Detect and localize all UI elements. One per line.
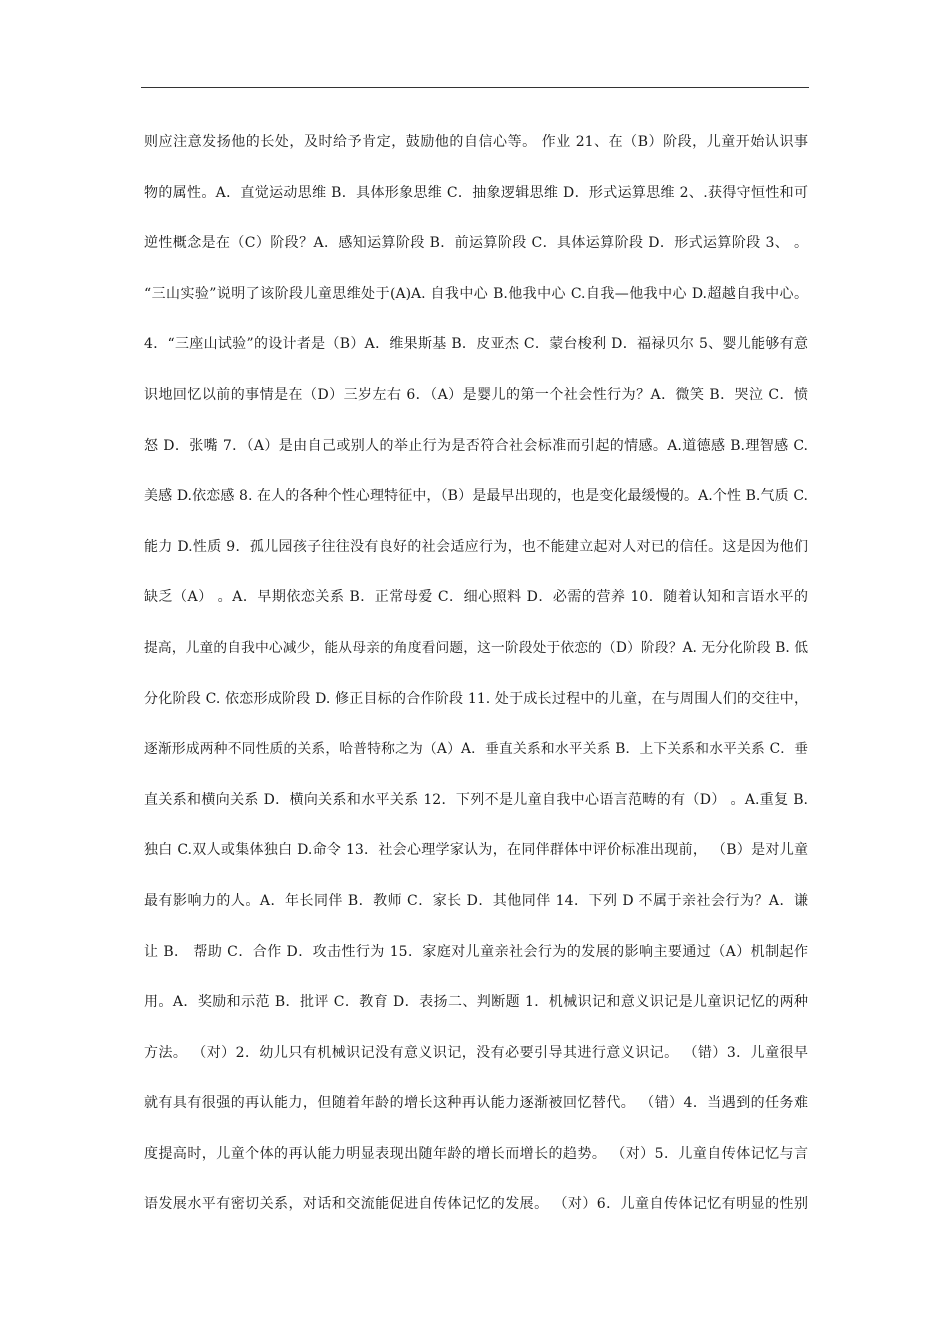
text-line-14: 直关系和横向关系 D．横向关系和水平关系 12．下列不是儿童自我中心语言范畴的有（D） 。A.重复 B.: [144, 791, 808, 808]
document-body: [144, 128, 808, 1241]
text-line-3: 逆性概念是在（C）阶段？A．感知运算阶段 B．前运算阶段 C．具体运算阶段 D．形式运算阶段 3、 。: [144, 235, 808, 252]
text-line-15: 独白 C.双人或集体独白 D.命令 13．社会心理学家认为，在同伴群体中评价标准出现前， （B）是对儿童: [144, 842, 808, 859]
text-line-5: 4．“三座山试验”的设计者是（B）A．维果斯基 B．皮亚杰 C．蒙台梭利 D．福禄贝尔 5、婴儿能够有意: [144, 336, 808, 353]
text-line-16: 最有影响力的人。A．年长同伴 B．教师 C．家长 D．其他同伴 14．下列 D 不属于亲社会行为？A．谦: [144, 892, 808, 909]
text-line-7: 怒 D．张嘴 7．（A）是由自己或别人的举止行为是否符合社会标准而引起的情感。A.道德感 B.理智感 C.: [144, 437, 808, 454]
text-line-21: 度提高时，儿童个体的再认能力明显表现出随年龄的增长而增长的趋势。 （对）5．儿童自传体记忆与言: [144, 1145, 808, 1162]
text-line-1: 则应注意发扬他的长处，及时给予肯定，鼓励他的自信心等。 作业 21、在（B）阶段，儿童开始认识事: [144, 134, 808, 150]
text-line-22: 语发展水平有密切关系，对话和交流能促进自传体记忆的发展。 （对）6．儿童自传体记忆有明显的性别: [144, 1196, 808, 1213]
text-line-18: 用。A．奖励和示范 B．批评 C．教育 D．表扬二、判断题 1．机械识记和意义识记是儿童识记忆的两种: [144, 994, 808, 1011]
text-line-6: 识地回忆以前的事情是在（D）三岁左右 6．（A）是婴儿的第一个社会性行为？A．微笑 B．哭泣 C．愤: [144, 386, 808, 403]
text-line-9: 能力 D.性质 9．孤儿园孩子往往没有良好的社会适应行为，也不能建立起对人对已的信任。这是因为他们: [144, 538, 808, 555]
text-line-13: 逐渐形成两种不同性质的关系，哈普特称之为（A）A．垂直关系和水平关系 B．上下关系和水平关系 C．垂: [144, 741, 808, 758]
text-line-8: 美感 D.依恋感 8. 在人的各种个性心理特征中，（B）是最早出现的，也是变化最缓慢的。A.个性 B.气质 C.: [144, 488, 808, 505]
text-line-11: 提高，儿童的自我中心减少，能从母亲的角度看问题，这一阶段处于依恋的（D）阶段？A. 无分化阶段 B. 低: [144, 639, 808, 656]
header-rule: [141, 87, 809, 88]
text-line-4: “三山实验”说明了该阶段儿童思维处于(A)A. 自我中心 B.他我中心 C.自我—他我中心 D.超越自我中心。: [144, 285, 808, 302]
text-line-10: 缺乏（A） 。A．早期依恋关系 B．正常母爱 C．细心照料 D．必需的营养 10．随着认知和言语水平的: [144, 589, 808, 606]
text-line-19: 方法。 （对）2．幼儿只有机械识记没有意义识记，没有必要引导其进行意义识记。 （错）3．儿童很早: [144, 1044, 808, 1061]
text-line-20: 就有具有很强的再认能力，但随着年龄的增长这种再认能力逐渐被回忆替代。 （错）4．当遇到的任务难: [144, 1095, 808, 1112]
text-line-12: 分化阶段 C. 依恋形成阶段 D. 修正目标的合作阶段 11. 处于成长过程中的儿童，在与周围人们的交往中，: [144, 690, 808, 707]
text-line-2: 物的属性。A．直觉运动思维 B．具体形象思维 C．抽象逻辑思维 D．形式运算思维 2、.获得守恒性和可: [144, 184, 808, 201]
text-line-17: 让 B． 帮助 C．合作 D．攻击性行为 15．家庭对儿童亲社会行为的发展的影响主要通过（A）机制起作: [144, 943, 808, 960]
